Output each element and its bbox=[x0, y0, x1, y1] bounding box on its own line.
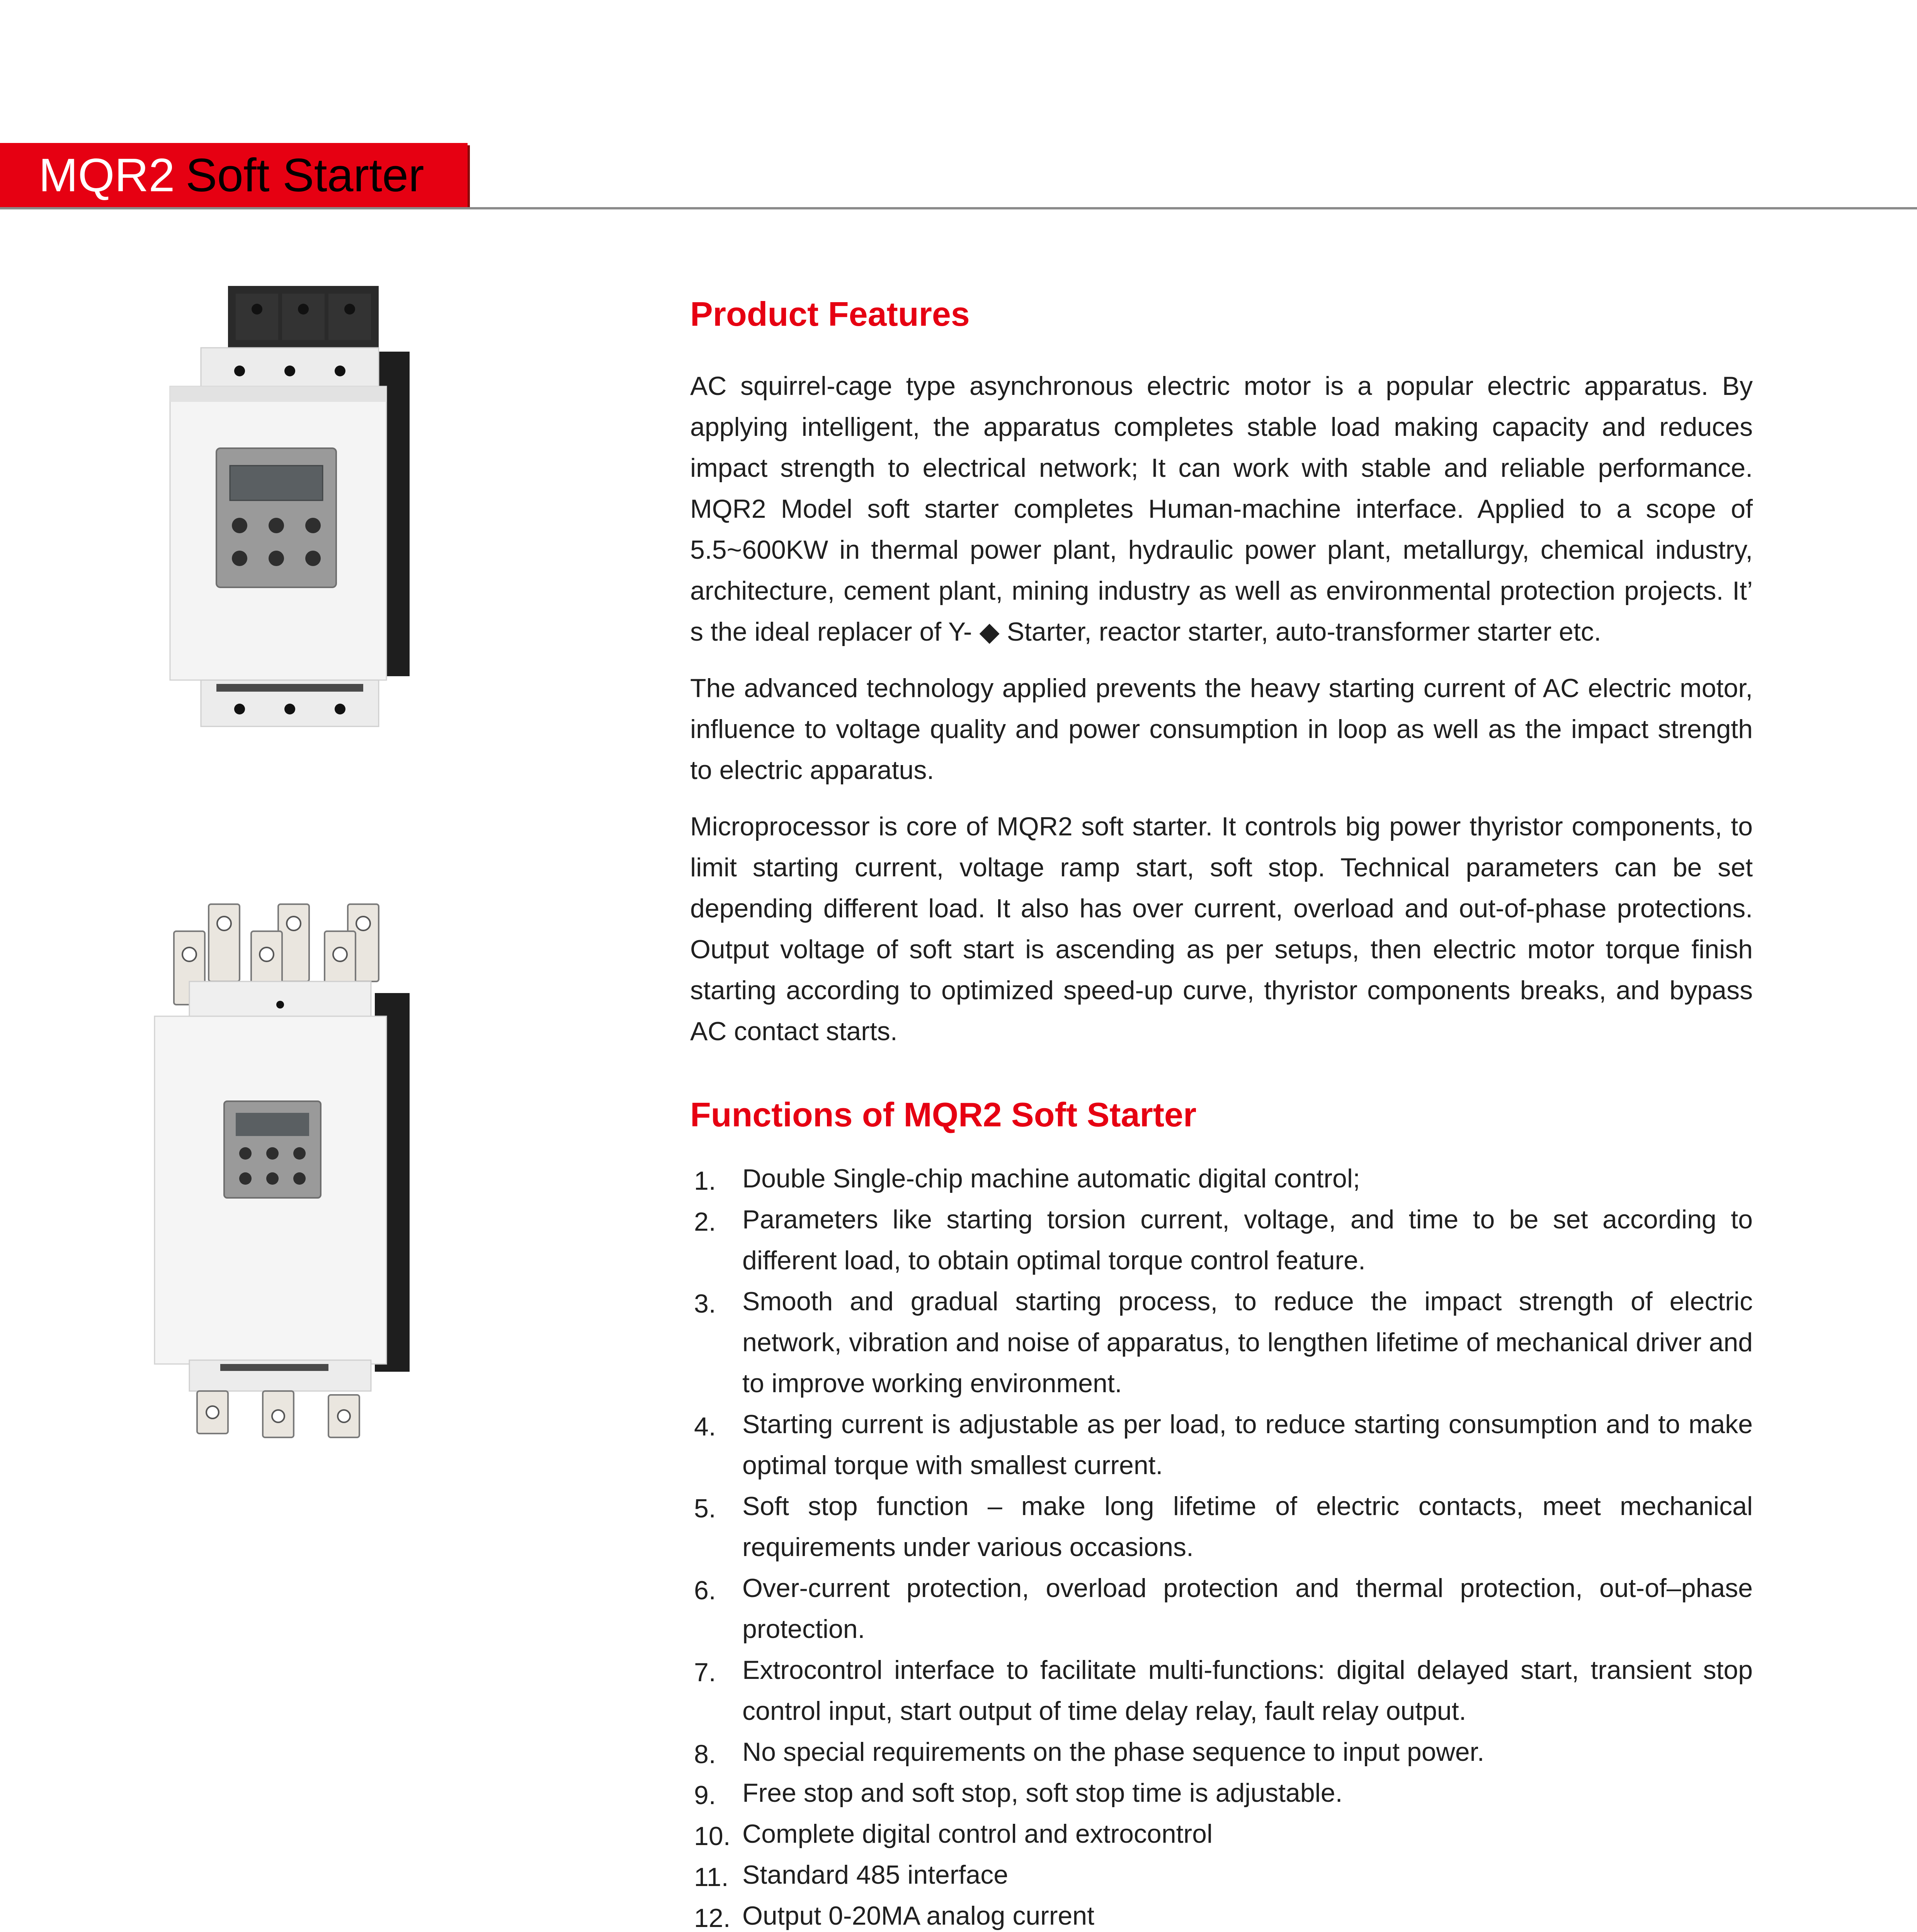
content-column bbox=[690, 294, 1753, 1932]
features-paragraph: AC squirrel-cage type asynchronous electric motor is a popular electric apparatus. By applying intelligent, the apparatus completes stable load making capacity and reduces impact strength to electrical network; It can work with stable and reliable performance. MQR2 Model soft starter completes Human-machine interface. Applied to a scope of 5.5~600KW in thermal power plant, hydraulic power plant, metallurgy, chemical industry, architecture, cement plant, mining industry as well as environmental protection projects. It’ s the ideal replacer of Y- ◆ Starter, reactor starter, auto-transformer starter etc. bbox=[690, 371, 1753, 646]
list-item-number: 9. bbox=[694, 1781, 716, 1810]
features-heading: Product Features bbox=[690, 295, 970, 333]
list-item bbox=[690, 1650, 1753, 1731]
list-item-text: Smooth and gradual starting process, to reduce the impact strength of electric network, vibration and noise of apparatus, to lengthen lifetime of mechanical driver and to improve working environment. bbox=[742, 1287, 1753, 1398]
list-item bbox=[690, 1731, 1753, 1772]
list-item-text: Extrocontrol interface to facilitate multi-functions: digital delayed start, transient stop control input, start output of time delay relay, fault relay output. bbox=[742, 1655, 1753, 1726]
list-item-text: Complete digital control and extrocontrol bbox=[742, 1819, 1213, 1849]
header-divider bbox=[0, 207, 1917, 209]
list-item-text: Free stop and soft stop, soft stop time is adjustable. bbox=[742, 1778, 1343, 1808]
list-item-number: 1. bbox=[694, 1166, 716, 1196]
list-item bbox=[690, 1772, 1753, 1813]
list-item-number: 2. bbox=[694, 1207, 716, 1237]
list-item-number: 4. bbox=[694, 1412, 716, 1442]
list-item-number: 11. bbox=[694, 1862, 729, 1892]
list-item-number: 7. bbox=[694, 1658, 716, 1687]
list-item bbox=[690, 1404, 1753, 1486]
title-model: MQR2 bbox=[39, 149, 175, 201]
list-item-number: 3. bbox=[694, 1289, 716, 1319]
list-item-text: Standard 485 interface bbox=[742, 1860, 1009, 1890]
list-item-text: Soft stop function – make long lifetime of electric contacts, meet mechanical requirements under various occasions. bbox=[742, 1492, 1753, 1562]
list-item bbox=[690, 1281, 1753, 1404]
features-paragraph: Microprocessor is core of MQR2 soft starter. It controls big power thyristor components, to limit starting current, voltage ramp start, soft stop. Technical parameters can be set depending different load. It also has over current, overload and out-of-phase protections. Output voltage of soft start is ascending as per setups, then electric motor torque finish starting according to optimized speed-up curve, thyristor components breaks, and bypass AC contact starts. bbox=[690, 811, 1753, 1046]
list-item-number: 8. bbox=[694, 1740, 716, 1769]
list-item bbox=[690, 1854, 1753, 1895]
list-item bbox=[690, 1568, 1753, 1650]
features-paragraph: The advanced technology applied prevents the heavy starting current of AC electric motor, influence to voltage quality and power consumption in loop as well as the impact strength to electric apparatus. bbox=[690, 673, 1753, 785]
list-item-number: 6. bbox=[694, 1576, 716, 1605]
list-item bbox=[690, 1895, 1753, 1932]
page-title bbox=[39, 143, 424, 207]
soft-starter-large-product-photo bbox=[147, 896, 487, 1449]
list-item bbox=[690, 1813, 1753, 1854]
list-item bbox=[690, 1158, 1753, 1199]
title-suffix: Soft Starter bbox=[185, 149, 424, 201]
list-item-text: Over-current protection, overload protection and thermal protection, out-of–phase protection. bbox=[742, 1573, 1753, 1644]
list-item-text: Double Single-chip machine automatic digital control; bbox=[742, 1164, 1360, 1194]
functions-heading: Functions of MQR2 Soft Starter bbox=[690, 1095, 1197, 1134]
functions-list bbox=[690, 1158, 1753, 1932]
list-item-number: 5. bbox=[694, 1494, 716, 1524]
list-item-text: Starting current is adjustable as per load, to reduce starting consumption and to make optimal torque with smallest current. bbox=[742, 1410, 1753, 1480]
list-item-text: Output 0-20MA analog current bbox=[742, 1901, 1094, 1931]
soft-starter-small-product-photo bbox=[147, 282, 487, 769]
list-item bbox=[690, 1199, 1753, 1281]
list-item-text: No special requirements on the phase sequence to input power. bbox=[742, 1737, 1485, 1767]
list-item-number: 10. bbox=[694, 1821, 731, 1851]
list-item bbox=[690, 1486, 1753, 1568]
list-item-text: Parameters like starting torsion current, voltage, and time to be set according to different load, to obtain optimal torque control feature. bbox=[742, 1205, 1753, 1276]
list-item-number: 12. bbox=[694, 1903, 731, 1932]
